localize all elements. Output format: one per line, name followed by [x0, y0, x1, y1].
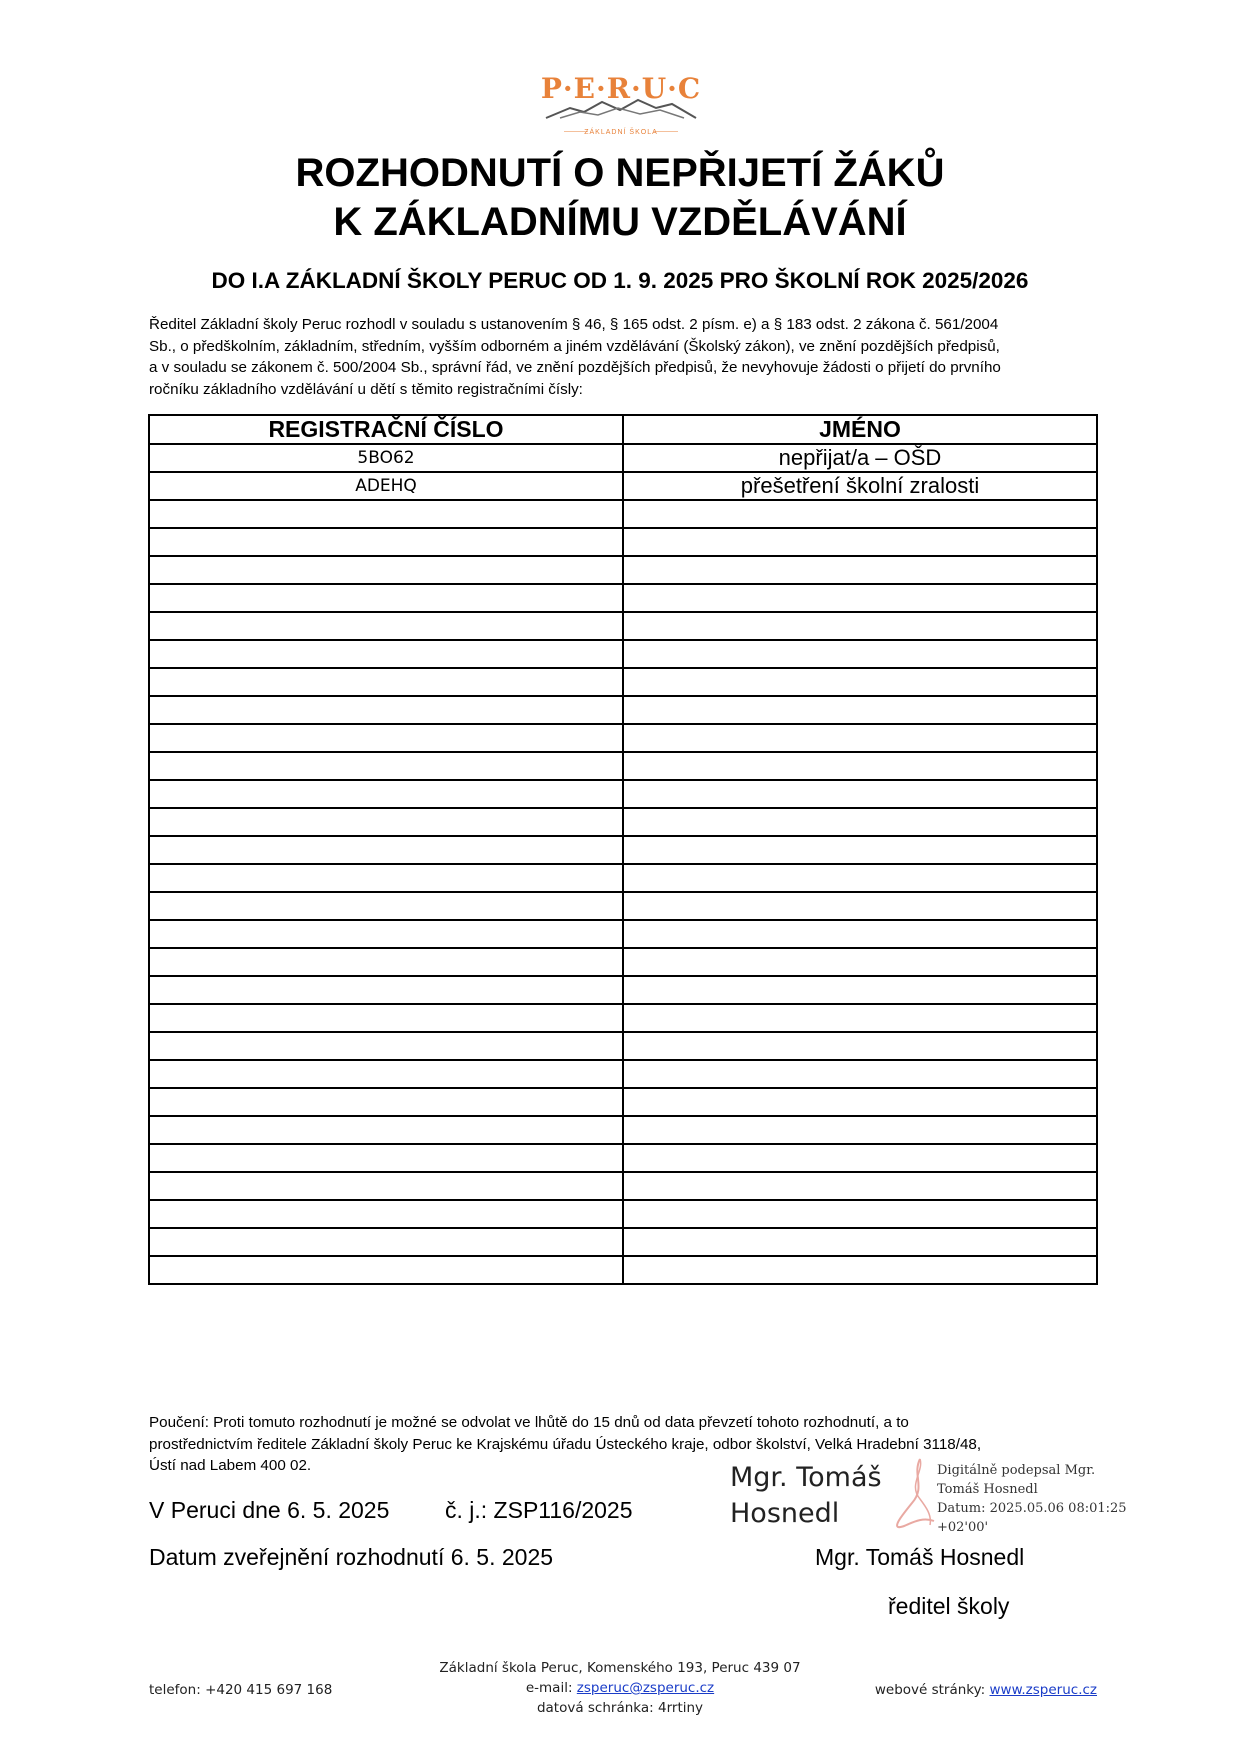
intro-line: Sb., o předškolním, základním, středním, vyšším odborném a jiném vzdělávání (Školský zákon), ve znění pozdějších předpisů,	[149, 337, 1000, 355]
name-cell	[623, 1116, 1097, 1144]
table-row	[149, 1116, 1097, 1144]
signature-info-line: Tomáš Hosnedl	[937, 1482, 1038, 1497]
table-row	[149, 640, 1097, 668]
rejection-table	[148, 414, 1098, 1285]
table-row	[149, 1256, 1097, 1284]
table-row	[149, 556, 1097, 584]
footer-web	[875, 1680, 1097, 1700]
name-cell	[623, 864, 1097, 892]
registration-number-cell	[149, 976, 623, 1004]
table-row	[149, 808, 1097, 836]
registration-number-cell	[149, 920, 623, 948]
table-row	[149, 892, 1097, 920]
registration-number-cell	[149, 1228, 623, 1256]
name-cell	[623, 584, 1097, 612]
footer-data-box: datová schránka: 4rrtiny	[536, 1700, 704, 1716]
school-logo	[540, 72, 702, 142]
name-cell	[623, 920, 1097, 948]
registration-number-cell	[149, 780, 623, 808]
registration-number-cell	[149, 1200, 623, 1228]
director-name: Mgr. Tomáš Hosnedl	[815, 1544, 1025, 1570]
table-row	[149, 668, 1097, 696]
table-row	[149, 752, 1097, 780]
name-cell	[623, 808, 1097, 836]
footer-email-label: e-mail:	[525, 1680, 577, 1696]
name-cell	[623, 1004, 1097, 1032]
table-row	[149, 612, 1097, 640]
table-row	[149, 528, 1097, 556]
publication-date: Datum zveřejnění rozhodnutí 6. 5. 2025	[149, 1544, 554, 1570]
signature-name-line: Hosnedl	[730, 1498, 840, 1529]
table-row	[149, 1004, 1097, 1032]
table-row	[149, 1032, 1097, 1060]
director-role: ředitel školy	[888, 1593, 1010, 1619]
email-link[interactable]: zsperuc@zsperuc.cz	[576, 1680, 715, 1696]
registration-number-cell	[149, 500, 623, 528]
table-row	[149, 976, 1097, 1004]
registration-number-cell	[149, 556, 623, 584]
table-row	[149, 948, 1097, 976]
table-row	[149, 444, 1097, 472]
reference-number: č. j.: ZSP116/2025	[445, 1497, 633, 1523]
name-cell	[623, 892, 1097, 920]
table-row	[149, 472, 1097, 500]
header-name: JMÉNO	[623, 415, 1097, 444]
name-cell	[623, 696, 1097, 724]
intro-paragraph	[149, 314, 1094, 400]
table-row	[149, 1144, 1097, 1172]
place-date: V Peruci dne 6. 5. 2025	[149, 1497, 390, 1523]
table-row	[149, 1060, 1097, 1088]
footer-phone: telefon: +420 415 697 168	[149, 1682, 333, 1698]
name-cell	[623, 780, 1097, 808]
name-cell	[623, 612, 1097, 640]
registration-number-cell	[149, 668, 623, 696]
registration-number-cell	[149, 808, 623, 836]
name-cell	[623, 1228, 1097, 1256]
registration-number-cell	[149, 640, 623, 668]
registration-number-cell	[149, 724, 623, 752]
registration-number-cell	[149, 584, 623, 612]
table-row	[149, 696, 1097, 724]
name-cell	[623, 528, 1097, 556]
table-row	[149, 584, 1097, 612]
registration-number-cell	[149, 612, 623, 640]
registration-number-cell	[149, 836, 623, 864]
registration-number-cell	[149, 1256, 623, 1284]
registration-number-cell	[149, 1004, 623, 1032]
document-title-line-2: K ZÁKLADNÍMU VZDĚLÁVÁNÍ	[333, 200, 907, 244]
registration-number-cell	[149, 1032, 623, 1060]
notice-line: Poučení: Proti tomuto rozhodnutí je možné se odvolat ve lhůtě do 15 dnů od data převzetí tohoto rozhodnutí, a to	[149, 1414, 909, 1431]
mountains-icon	[540, 72, 702, 132]
table-row	[149, 836, 1097, 864]
signature-info-line: Datum: 2025.05.06 08:01:25	[937, 1501, 1127, 1516]
registration-number-cell	[149, 1116, 623, 1144]
registration-number-cell	[149, 696, 623, 724]
notice-line: prostřednictvím ředitele Základní školy Peruc ke Krajskému úřadu Ústeckého kraje, odbor školství, Velká Hradební 3118/48,	[149, 1435, 982, 1453]
table-row	[149, 864, 1097, 892]
footer-address: Základní škola Peruc, Komenského 193, Peruc 439 07	[439, 1660, 801, 1676]
name-cell	[623, 556, 1097, 584]
name-cell	[623, 640, 1097, 668]
table-row	[149, 780, 1097, 808]
name-cell	[623, 1200, 1097, 1228]
header-registration-number: REGISTRAČNÍ ČÍSLO	[149, 415, 623, 444]
name-cell	[623, 1144, 1097, 1172]
table-row	[149, 920, 1097, 948]
intro-line: a v souladu se zákonem č. 500/2004 Sb., správní řád, ve znění pozdějších předpisů, že nevyhovuje žádosti o přijetí do prvního	[149, 359, 1001, 376]
name-cell	[623, 724, 1097, 752]
table-body	[149, 444, 1097, 1284]
logo-subtitle: ZÁKLADNÍ ŠKOLA	[584, 129, 658, 136]
name-cell	[623, 668, 1097, 696]
name-cell: nepřijat/a – OŠD	[623, 444, 1097, 472]
registration-number-cell: ADEHQ	[149, 472, 623, 500]
logo-letters: P·E·R·U·C	[540, 72, 702, 105]
name-cell	[623, 752, 1097, 780]
name-cell	[623, 1172, 1097, 1200]
registration-number-cell	[149, 892, 623, 920]
intro-line: ročníku základního vzdělávání u dětí s těmito registračními čísly:	[149, 380, 583, 398]
registration-number-cell	[149, 1060, 623, 1088]
registration-number-cell	[149, 752, 623, 780]
signature-mark-icon	[890, 1455, 938, 1531]
digital-signature-info	[937, 1461, 1127, 1537]
notice-line: Ústí nad Labem 400 02.	[149, 1457, 312, 1474]
footer-web-label: webové stránky:	[874, 1682, 990, 1698]
name-cell	[623, 948, 1097, 976]
name-cell	[623, 1032, 1097, 1060]
signature-name-line: Mgr. Tomáš	[730, 1462, 882, 1493]
registration-number-cell	[149, 864, 623, 892]
signature-info-line: +02'00'	[937, 1520, 989, 1535]
table-row	[149, 724, 1097, 752]
registration-number-cell	[149, 1172, 623, 1200]
website-link[interactable]: www.zsperuc.cz	[989, 1682, 1097, 1698]
registration-number-cell: 5BO62	[149, 444, 623, 472]
document-title-line-1: ROZHODNUTÍ O NEPŘIJETÍ ŽÁKŮ	[295, 151, 945, 195]
table-row	[149, 1088, 1097, 1116]
intro-line: Ředitel Základní školy Peruc rozhodl v souladu s ustanovením § 46, § 165 odst. 2 písm. e) a § 183 odst. 2 zákona č. 561/2004	[149, 316, 999, 333]
name-cell	[623, 976, 1097, 1004]
registration-number-cell	[149, 1144, 623, 1172]
name-cell	[623, 1256, 1097, 1284]
table-header-row	[149, 415, 1097, 444]
signature-info-line: Digitálně podepsal Mgr.	[937, 1463, 1096, 1478]
document-subtitle: DO I.A ZÁKLADNÍ ŠKOLY PERUC OD 1. 9. 2025 PRO ŠKOLNÍ ROK 2025/2026	[211, 268, 1029, 293]
table-row	[149, 1200, 1097, 1228]
registration-number-cell	[149, 528, 623, 556]
table-row	[149, 500, 1097, 528]
name-cell	[623, 1088, 1097, 1116]
table-row	[149, 1172, 1097, 1200]
name-cell	[623, 836, 1097, 864]
digital-signature-name	[730, 1460, 882, 1532]
table-row	[149, 1228, 1097, 1256]
registration-number-cell	[149, 948, 623, 976]
name-cell: přešetření školní zralosti	[623, 472, 1097, 500]
name-cell	[623, 500, 1097, 528]
name-cell	[623, 1060, 1097, 1088]
registration-number-cell	[149, 1088, 623, 1116]
